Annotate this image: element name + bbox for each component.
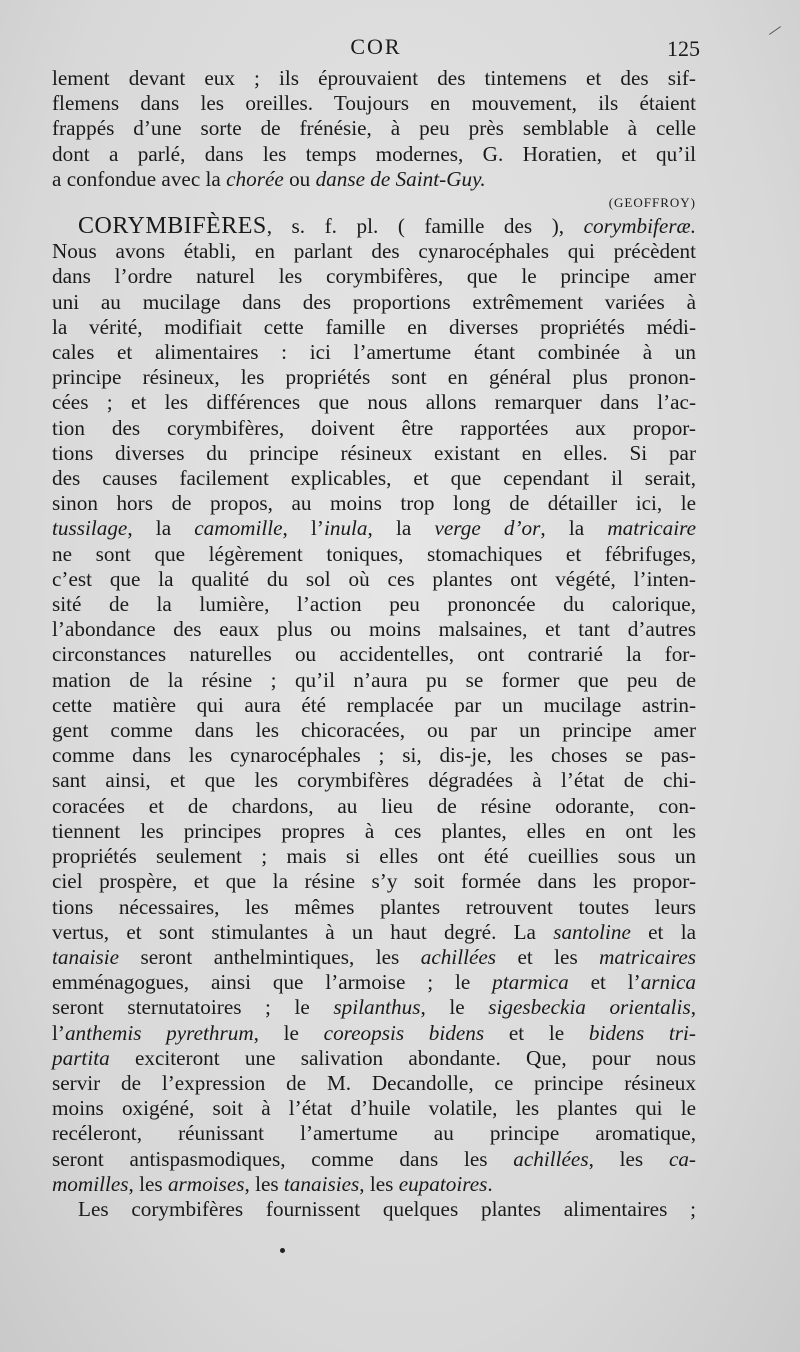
italic-term: bidens tri- — [588, 1020, 696, 1045]
italic-term: inula — [323, 516, 368, 541]
italic-term: ptarmica — [492, 970, 569, 995]
entry-headword: CORYMBIFÈRES — [78, 213, 267, 240]
italic-term: tussilage — [52, 516, 128, 541]
italic-term: eupatoires — [398, 1171, 488, 1196]
text-line: sant ainsi, et que les corymbifères dégradées à l’état de chi- — [52, 768, 696, 793]
text-line: cales et alimentaires : ici l’amertume étant combinée à un — [52, 340, 696, 365]
italic-term: spilanthus — [333, 995, 421, 1020]
text-run: seront anthelmintiques, les — [119, 944, 421, 969]
italic-term: tanaisie — [52, 944, 120, 969]
italic-term: danse de Saint-Guy. — [315, 166, 486, 191]
text-run: , les — [128, 1171, 168, 1196]
text-line: servir de l’expression de M. Decandolle, ce principe résineux — [52, 1070, 696, 1095]
text-line: lement devant eux ; ils éprouvaient des tintemens et des sif- — [52, 66, 696, 90]
text-run: et le — [484, 1020, 589, 1045]
text-line: gent comme dans les chicoracées, ou par un principe amer — [52, 718, 696, 743]
text-line: principe résineux, les propriétés sont en général plus pronon- — [52, 365, 696, 390]
italic-term: matricaire — [607, 516, 697, 541]
running-head: COR — [350, 34, 402, 59]
page-edge-mark — [769, 26, 781, 35]
italic-term: tanaisies — [283, 1171, 360, 1196]
text-line: cées ; et les différences que nous allons remarquer dans l’ac- — [52, 390, 696, 415]
text-run: , les — [588, 1146, 669, 1171]
italic-term: matricaires — [599, 944, 697, 969]
text-line: ciel prospère, et que la résine s’y soit formée dans les propor- — [52, 869, 696, 894]
italic-term: achillées — [513, 1146, 589, 1171]
text-run: , le — [420, 995, 489, 1020]
text-line: propriétés seulement ; mais si elles ont été cueillies sous un — [52, 844, 696, 869]
page-body — [52, 66, 696, 1222]
page-number: 125 — [667, 36, 700, 61]
text-line: circonstances naturelles ou accidentelles, ont contrarié la for- — [52, 642, 696, 667]
text-line: cette matière qui aura été remplacée par un mucilage astrin- — [52, 692, 696, 717]
text-run: et l’ — [568, 970, 641, 995]
italic-term: arnica — [640, 970, 697, 995]
text-line — [52, 1021, 696, 1046]
text-line: mation de la résine ; qu’il n’aura pu se former que peu de — [52, 667, 696, 692]
italic-term: chorée — [226, 166, 284, 191]
text-line: moins oxigéné, soit à l’état d’huile volatile, les plantes qui le — [52, 1096, 696, 1121]
italic-term: momilles — [52, 1171, 129, 1196]
text-line: flemens dans les oreilles. Toujours en mouvement, ils étaient — [52, 91, 696, 116]
italic-term: armoises — [167, 1171, 245, 1196]
text-line: Nous avons établi, en parlant des cynarocéphales qui précèdent — [52, 239, 696, 264]
text-run: vertus, et sont stimulantes à un haut degré. La — [52, 919, 554, 944]
text-run: ou — [283, 166, 316, 191]
italic-term: achillées — [420, 944, 497, 969]
text-line — [52, 1172, 696, 1197]
text-line: ne sont que légèrement toniques, stomachiques et fébrifuges, — [52, 541, 696, 566]
text-line — [52, 516, 696, 541]
text-line — [52, 167, 696, 192]
text-line — [52, 995, 696, 1020]
text-line: coracées et de chardons, au lieu de résine odorante, con- — [52, 793, 696, 818]
text-line: Les corymbifères fournissent quelques plantes alimentaires ; — [78, 1196, 696, 1221]
text-line: comme dans les cynarocéphales ; si, dis-je, les choses se pas- — [52, 743, 696, 768]
text-line — [52, 920, 696, 945]
text-run: et la — [630, 919, 696, 944]
italic-term: sigesbeckia orientalis — [488, 995, 691, 1020]
text-line: tions nécessaires, les mêmes plantes retrouvent toutes leurs — [52, 894, 696, 919]
text-run: seront sternutatoires ; le — [52, 995, 334, 1020]
text-run: et les — [496, 944, 600, 969]
page-header — [52, 34, 700, 68]
text-run: . — [487, 1171, 493, 1196]
text-line: des causes facilement explicables, et que cependant il serait, — [52, 466, 696, 491]
text-run: , s. f. pl. ( famille des ), — [266, 214, 584, 239]
italic-term: corymbiferæ. — [583, 214, 696, 239]
text-run: , les — [359, 1171, 399, 1196]
text-run: , la — [540, 516, 608, 541]
text-line: tion des corymbifères, doivent être rapportées aux propor- — [52, 415, 696, 440]
text-line: dans l’ordre naturel les corymbifères, que le principe amer — [52, 264, 696, 289]
text-run: l’ — [52, 1020, 65, 1045]
text-run: seront antispasmodiques, comme dans les — [52, 1146, 514, 1171]
text-line: uni au mucilage dans des proportions extrêmement variées à — [52, 289, 696, 314]
text-run: , le — [253, 1020, 324, 1045]
text-line — [52, 970, 696, 995]
text-line — [52, 1046, 696, 1071]
italic-term: camomille — [194, 516, 283, 541]
text-run: , la — [367, 516, 435, 541]
text-run: , — [690, 995, 696, 1020]
italic-term: verge d’or — [434, 516, 541, 541]
text-run: , l’ — [282, 516, 324, 541]
text-line: dont a parlé, dans les temps modernes, G. Horatien, et qu’il — [52, 141, 696, 166]
italic-term: partita — [52, 1045, 110, 1070]
text-line — [52, 945, 696, 970]
text-line: sinon hors de propos, au moins trop long de détailler ici, le — [52, 491, 696, 516]
text-run: emménagogues, ainsi que l’armoise ; le — [52, 970, 493, 995]
text-line: l’abondance des eaux plus ou moins malsaines, et tant d’autres — [52, 617, 696, 642]
italic-term: ca- — [668, 1146, 696, 1171]
text-line: recéleront, réunissant l’amertume au principe aromatique, — [52, 1121, 696, 1146]
ink-dot — [280, 1248, 285, 1253]
italic-term: anthemis pyrethrum — [64, 1020, 254, 1045]
text-run: exciteront une salivation abondante. Que, pour nous — [109, 1045, 696, 1070]
text-line: sité de la lumière, l’action peu prononcée du calorique, — [52, 592, 696, 617]
text-run: a confondue avec la — [52, 166, 227, 191]
text-line: tions diverses du principe résineux existant en elles. Si par — [52, 440, 696, 465]
text-line: tiennent les principes propres à ces plantes, elles en ont les — [52, 818, 696, 843]
text-run: , la — [127, 516, 195, 541]
entry-heading-line — [52, 214, 696, 239]
italic-term: santoline — [553, 919, 631, 944]
author-signature: (GEOFFROY) — [608, 195, 696, 211]
text-line: la vérité, modifiait cette famille en diverses propriétés médi- — [52, 314, 696, 339]
text-line: frappés d’une sorte de frénésie, à peu près semblable à celle — [52, 116, 696, 141]
text-line: c’est que la qualité du sol où ces plantes ont végété, l’inten- — [52, 566, 696, 591]
italic-term: coreopsis bidens — [323, 1020, 485, 1045]
text-run: , les — [244, 1171, 284, 1196]
text-line — [52, 1147, 696, 1172]
